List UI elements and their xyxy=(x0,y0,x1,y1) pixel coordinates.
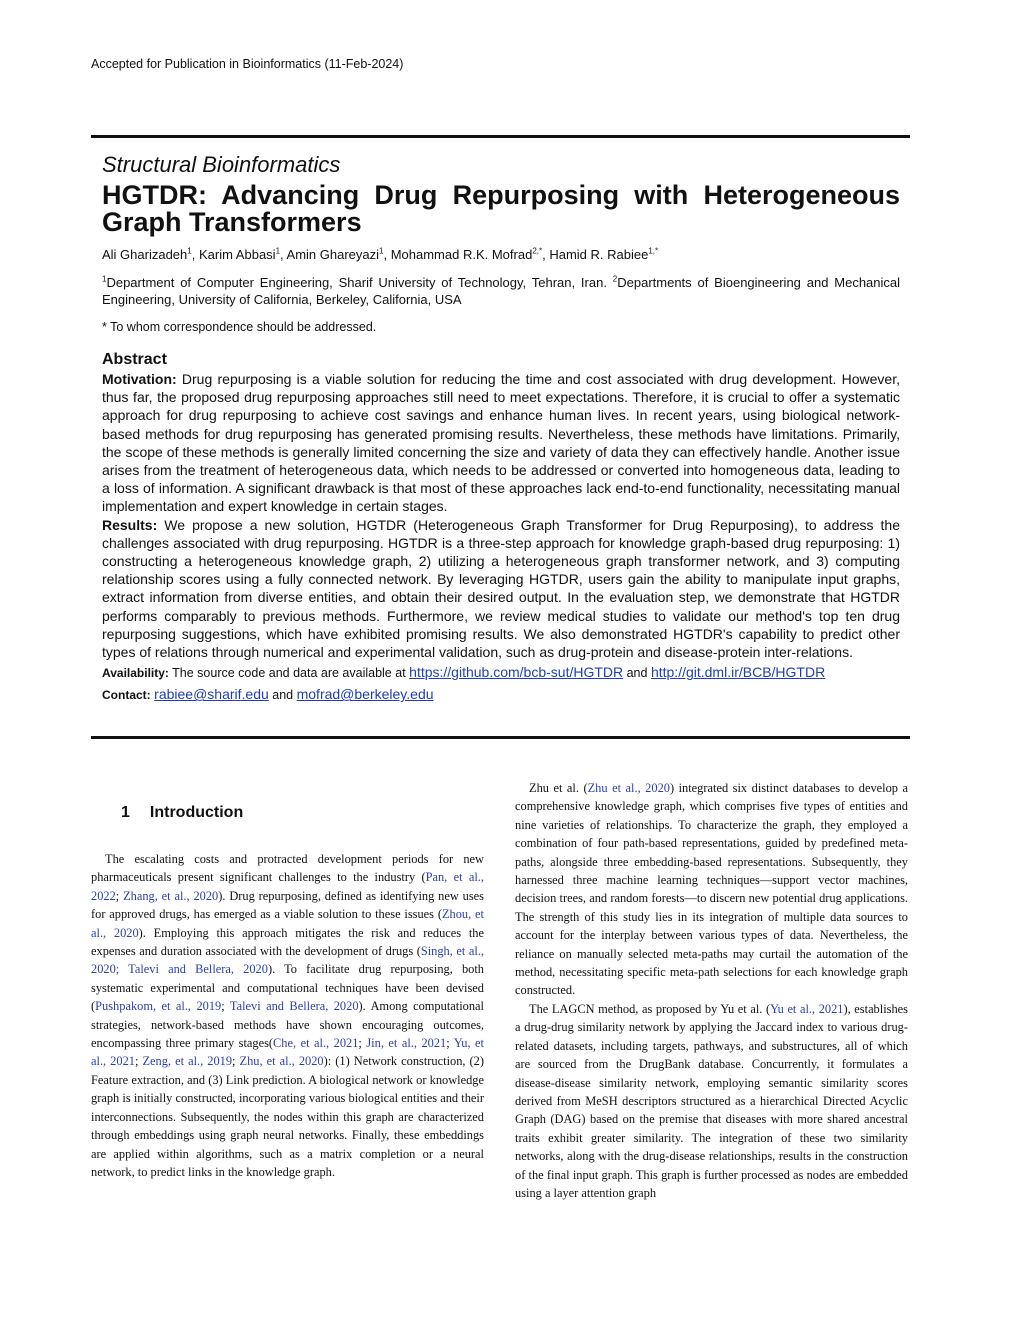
citation-link[interactable]: Zhu et al., 2020 xyxy=(587,781,670,795)
text-run: ). Among computational strategies, network-based methods have shown encouraging outcomes, encompassing three primary stages( xyxy=(91,999,484,1051)
citation-link[interactable]: Zhou, et al., 2020 xyxy=(91,907,484,940)
text-run: ; xyxy=(134,1054,143,1069)
citation-link[interactable]: Che, et al., 2021 xyxy=(273,1036,359,1051)
affiliation-1: Department of Computer Engineering, Sharif University of Technology, Tehran, Iran. xyxy=(106,275,607,290)
availability: Availability: The source code and data are available at https://github.com/bcb-sut/HGTDR and http://git.dml.ir/BCB/HGTDR xyxy=(102,664,826,681)
text-run: ). To facilitate drug repurposing, both systematic experimental and computational techniques have been devised ( xyxy=(91,962,484,1014)
citation-link[interactable]: Singh, et al., 2020; Talevi and Bellera, 2020 xyxy=(91,944,485,977)
abstract-heading: Abstract xyxy=(102,351,167,368)
text-run: Zhu et al. ( xyxy=(529,781,588,795)
citation-link[interactable]: Jin, et al., 2021 xyxy=(366,1036,447,1051)
dml-link[interactable]: http://git.dml.ir/BCB/HGTDR xyxy=(650,664,826,681)
author: Hamid R. Rabiee$^{1,*}$ xyxy=(549,246,659,262)
abstract-motivation: Motivation: Drug repurposing is a viable solution for reducing the time and cost associated with drug development. However, thus far, the proposed drug repurposing approaches still need to meet expectations. Therefore, it is crucial to offer a systematic approach for drug repurposing to achieve cost savings and enhance human lives. In recent years, using biological network-based methods for drug repurposing has generated promising results. Nevertheless, these methods have limitations. Primarily, the scope of these methods is generally limited concerning the size and variety of data they can effectively handle. Another issue arises from the treatment of heterogeneous data, which needs to be addressed or converted into homogeneous data, leading to a loss of information. A significant drawback is that most of these approaches lack end-to-end functionality, necessitating manual implementation and expert knowledge in certain stages. xyxy=(102,371,901,515)
text-run: ; xyxy=(446,1036,454,1051)
column-left xyxy=(91,850,484,1181)
text-run: ). Employing this approach mitigates the risk and reduces the expenses and duration associated with the development of drugs ( xyxy=(91,925,484,959)
header-rule-top xyxy=(91,135,910,138)
abstract xyxy=(102,350,900,705)
citation-link[interactable]: Pushpakom, et al., 2019 xyxy=(95,999,222,1014)
running-head: Accepted for Publication in Bioinformatics (11-Feb-2024) xyxy=(91,57,404,71)
author-list: Ali Gharizadeh$^1$, Karim Abbasi$^1$, Amin Ghareyazi$^1$, Mohammad R.K. Mofrad$^{2,*}$, Hamid R. Rabiee$^{1,*}$ xyxy=(102,246,659,262)
correspondence-note: * To whom correspondence should be addressed. xyxy=(102,320,377,334)
column-right xyxy=(515,779,908,1202)
email-link-rabiee[interactable]: rabiee@sharif.edu xyxy=(154,686,269,703)
author: Ali Gharizadeh$^1$ xyxy=(102,246,192,262)
text-run: ). Drug repurposing, defined as identifying new uses for approved drugs, has emerged as a viable solution to these issues ( xyxy=(91,888,484,922)
author: Karim Abbasi$^1$ xyxy=(198,246,281,262)
author: Mohammad R.K. Mofrad$^{2,*}$ xyxy=(390,246,543,262)
text-run: ), establishes a drug-drug similarity network by applying the Jaccard index to various drug-related datasets, including targets, pathways, and substructures, all of which are sourced from the DrugBank database. Concurrently, it formulates a disease-disease similarity network, employing semantic similarity scores derived from MeSH descriptors structured as a hierarchical Directed Acyclic Graph (DAG) based on the premise that diseases with more shared ancestral traits exhibit greater similarity. The integration of these two similarity networks, along with the drug-disease relationships, results in the construction of the final input graph. This graph is further processed as nodes are embedded using a layer attention graph xyxy=(515,1001,908,1200)
text-run: ): (1) Network construction, (2) Feature extraction, and (3) Link prediction. A biological network or knowledge graph is initially constructed, incorporating various biological entities and their interconnections. Subsequently, the nodes within this graph are characterized through embeddings using graph neural networks. Finally, these embeddings are applied within algorithms, such as a matrix completion or a neural network, to predict links in the knowledge graph. xyxy=(91,1054,484,1179)
section-label: Structural Bioinformatics xyxy=(102,152,341,177)
text-run: The escalating costs and protracted development periods for new pharmaceuticals present significant challenges to the industry ( xyxy=(91,852,484,885)
intro-paragraph-1 xyxy=(91,850,484,1181)
text-run: ; xyxy=(232,1054,240,1069)
citation-link[interactable]: Zhu, et al., 2020 xyxy=(239,1054,324,1069)
paper-header xyxy=(102,150,900,335)
intro-heading: 1 Introduction xyxy=(121,804,244,821)
intro-paragraph-3 xyxy=(515,1000,908,1202)
text-run: ) integrated six distinct databases to develop a comprehensive knowledge graph, which comprises five types of entities and nine varieties of relationships. To characterize the graph, they employed a combination of four path-based representations, guided by predefined meta-paths, alongside three embedding-based representations. Subsequently, they harnessed three machine learning techniques—support vector machines, decision trees, and random forests—to discern new potential drug applications. The strength of this study lies in its integration of multiple data sources to account for the interplay between various types of data. Nevertheless, the reliance on manually selected meta-paths may curtail the automation of the method, necessitating specific meta-path selections for each knowledge graph constructed. xyxy=(515,781,908,998)
paper-title: HGTDR: Advancing Drug Repurposing with Heterogeneous Graph Transformers xyxy=(102,180,900,237)
affiliations: $^1$Department of Computer Engineering, Sharif University of Technology, Tehran, Iran. $^2$Departments of Bioengineering and Mechanical Engineering, University of California, Berkeley, California, USA xyxy=(102,274,901,307)
citation-link[interactable]: Yu et al., 2021 xyxy=(770,1001,844,1016)
citation-link[interactable]: Zeng, et al., 2019 xyxy=(142,1054,233,1069)
github-link[interactable]: https://github.com/bcb-sut/HGTDR xyxy=(409,664,624,681)
header-rule-bottom xyxy=(91,736,910,739)
text-run: ; xyxy=(115,888,124,903)
email-link-mofrad[interactable]: mofrad@berkeley.edu xyxy=(296,686,434,703)
citation-link[interactable]: Yu, et al., 2021 xyxy=(91,1036,484,1069)
text-run: The LAGCN method, as proposed by Yu et al. ( xyxy=(529,1001,771,1016)
citation-link[interactable]: Pan, et al., 2022 xyxy=(91,870,484,903)
citation-link[interactable]: Zhang, et al., 2020 xyxy=(123,888,219,903)
text-run: ; xyxy=(358,1036,367,1051)
author: Amin Ghareyazi$^1$ xyxy=(286,246,384,262)
citation-link[interactable]: Talevi and Bellera, 2020 xyxy=(229,999,359,1014)
text-run: ; xyxy=(221,999,230,1014)
contact: Contact: rabiee@sharif.edu and mofrad@berkeley.edu xyxy=(102,686,434,703)
affiliation-2: Departments of Bioengineering and Mechanical Engineering, University of California, Berkeley, California, USA xyxy=(102,275,901,307)
abstract-results: Results: We propose a new solution, HGTDR (Heterogeneous Graph Transformer for Drug Repurposing), to address the challenges associated with drug repurposing. HGTDR is a three-step approach for knowledge graph-based drug repurposing: 1) constructing a heterogeneous knowledge graph, 2) utilizing a heterogeneous graph transformer network, and 3) computing relationship scores using a fully connected network. By leveraging HGTDR, users gain the ability to manipulate input graphs, extract information from diverse entities, and obtain their desired output. In the evaluation step, we demonstrate that HGTDR performs comparably to previous methods. Furthermore, we review medical studies to validate our method's top ten drug repurposing suggestions, which have exhibited promising results. We also demonstrated HGTDR's capability to predict other types of relations through numerical and experimental validation, such as drug-protein and disease-protein inter-relations. xyxy=(102,516,900,661)
intro-paragraph-2 xyxy=(515,779,908,1000)
